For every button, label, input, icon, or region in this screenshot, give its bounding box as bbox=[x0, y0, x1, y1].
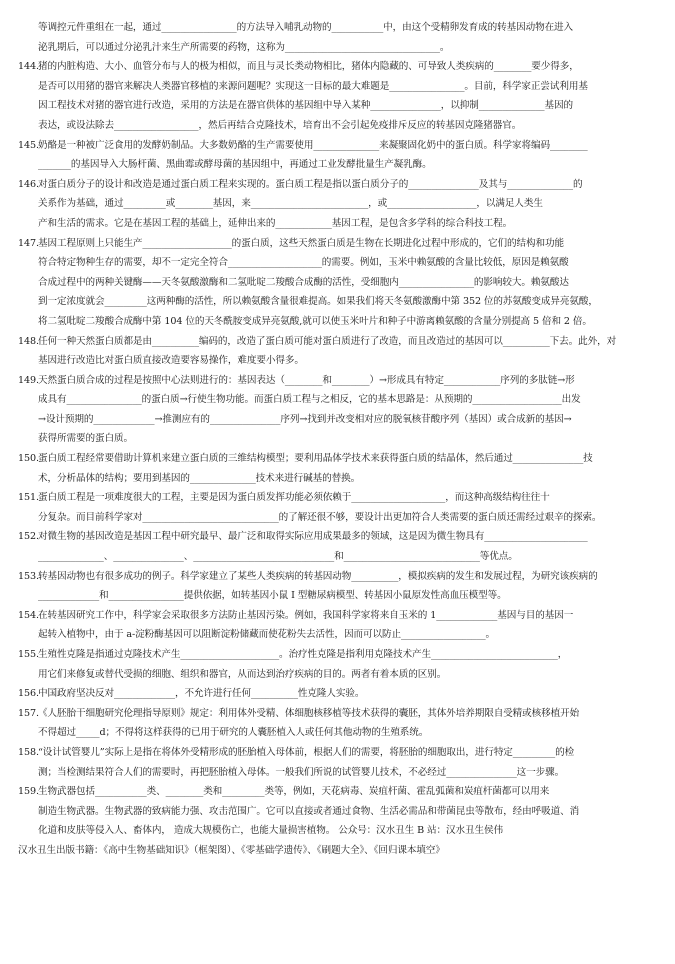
line-text: 分复杂。而目前科学家对_____________________________的了解还很不够，要设计出更加符合人类需要的蛋白质还需经过艰辛的探索。 bbox=[38, 511, 602, 523]
text-line bbox=[18, 194, 670, 214]
line-text: 不得超过_____d；不得将这样获得的已用于研究的人囊胚植入人或任何其他动物的生殖系统。 bbox=[38, 727, 429, 739]
text-line bbox=[18, 723, 670, 743]
line-text: →设计预期的_____________→推测应有的_______________序列→找到并改变相对应的脱氧核苷酸序列（基因）或合成新的基因→ bbox=[38, 413, 572, 425]
line-text: 生殖性克隆是指通过克隆技术产生_____________________。治疗性克隆是指利用克隆技术产生___________________________， bbox=[38, 649, 568, 660]
text-line bbox=[18, 782, 670, 802]
line-text: 测；当检测结果符合人们的需要时，再把胚胎植入母体。一般我们所说的试管婴儿技术，不必经过_______________这一步骤。 bbox=[38, 766, 565, 778]
text-line bbox=[18, 665, 670, 685]
line-text: 《人胚胎干细胞研究伦理指导原则》规定：利用体外受精、体细胞核移植等技术获得的囊胚，其体外培养期限自受精或核移植开始 bbox=[38, 707, 580, 719]
line-text: 任何一种天然蛋白质都是由__________编码的，改造了蛋白质可能对蛋白质进行了改造，而且改造过的基因可以__________下去。此外，对 bbox=[38, 335, 617, 347]
line-text: 产和生活的需求。它是在基因工程的基础上，延伸出来的____________基因工程，是包含多学科的综合科技工程。 bbox=[38, 217, 513, 229]
text-line bbox=[18, 488, 670, 508]
question-number: 149. bbox=[18, 374, 39, 386]
text-line bbox=[18, 253, 670, 273]
line-text: 起转入植物中，由于 a-淀粉酶基因可以阻断淀粉储藏而使花粉失去活性，因而可以防止__________________。 bbox=[38, 629, 496, 641]
line-text: 成具有________________的蛋白质→行使生物功能。而蛋白质工程与之相反，它的基本思路是：从预期的___________________出发 bbox=[38, 394, 581, 406]
text-line bbox=[18, 586, 670, 606]
line-text: 转基因动物也有很多成功的例子。科学家建立了某些人类疾病的转基因动物__________，模拟疾病的发生和发展过程，为研究该疾病的 bbox=[38, 570, 598, 582]
text-line bbox=[18, 390, 670, 410]
question-number: 157. bbox=[18, 707, 39, 719]
line-text: 中国政府坚决反对_____________，不允许进行任何__________性克隆人实验。 bbox=[38, 688, 365, 700]
question-number: 155. bbox=[18, 649, 39, 660]
text-line bbox=[18, 175, 670, 195]
text-line bbox=[18, 214, 670, 234]
text-line bbox=[18, 292, 670, 312]
line-text: 符合特定物种生存的需要，却不一定完全符合____________________的需要。例如，玉米中赖氨酸的含量比较低，原因是赖氨酸 bbox=[38, 257, 569, 269]
question-number: 148. bbox=[18, 335, 39, 347]
text-line bbox=[18, 821, 670, 841]
line-text: 蛋白质工程是一项难度很大的工程，主要是因为蛋白质发挥功能必须依赖于____________________，而这种高级结构往往十 bbox=[38, 492, 550, 504]
line-text: 化道和皮肤等侵入人、畜体内， 造成大规模伤亡，也能大量损害植物。 公众号：汉水丑生 B 站：汉水丑生侯伟 bbox=[38, 825, 503, 837]
line-text: 到一定浓度就会_________这两种酶的活性，所以赖氨酸含量很难提高。如果我们将天冬氨酸激酶中第 352 位的苏氨酸变成异亮氨酸， bbox=[38, 296, 598, 308]
question-number: 150. bbox=[18, 453, 39, 465]
text-line bbox=[18, 155, 670, 175]
text-line bbox=[18, 684, 670, 704]
footer-line bbox=[18, 841, 670, 861]
line-text: 对蛋白质分子的设计和改造是通过蛋白质工程来实现的。蛋白质工程是指以蛋白质分子的_______________及其与______________的 bbox=[38, 178, 583, 190]
text-line bbox=[18, 116, 670, 136]
text-line bbox=[18, 234, 670, 254]
text-line bbox=[18, 57, 670, 77]
question-number: 153. bbox=[18, 570, 39, 582]
line-text: ______________、_______________、______________________________和_____________________________等优点。 bbox=[38, 551, 518, 563]
text-line bbox=[18, 273, 670, 293]
text-line bbox=[18, 371, 670, 391]
question-number: 154. bbox=[18, 609, 39, 621]
text-line bbox=[18, 527, 670, 547]
text-line bbox=[18, 77, 670, 97]
text-line bbox=[18, 449, 670, 469]
line-text: _____________和________________提供依据，如转基因小鼠 I 型糖尿病模型、转基因小鼠原发性高血压模型等。 bbox=[38, 590, 507, 602]
text-line bbox=[18, 429, 670, 449]
text-line bbox=[18, 763, 670, 783]
text-line bbox=[18, 136, 670, 156]
line-text: 天然蛋白质合成的过程是按照中心法则进行的：基因表达（________和________）→形成具有特定____________序列的多肽链→形 bbox=[38, 374, 575, 386]
line-text: 因工程技术对猪的器官进行改造，采用的方法是在器官供体的基因组中导入某种_______________，以抑制______________基因的 bbox=[38, 100, 573, 112]
line-text: 等调控元件重组在一起，通过________________的方法导入哺乳动物的___________中，由这个受精卵发育成的转基因动物在进入 bbox=[38, 22, 574, 33]
line-text: 奶酪是一种被广泛食用的发酵奶制品。大多数奶酪的生产需要使用______________来凝聚固化奶中的蛋白质。科学家将编码________ bbox=[38, 139, 588, 151]
line-text: 表达，或设法除去__________________，然后再结合克隆技术，培育出不会引起免疫排斥反应的转基因克隆猪器官。 bbox=[38, 119, 522, 131]
question-number: 158. bbox=[18, 746, 39, 758]
text-line bbox=[18, 351, 670, 371]
question-number: 156. bbox=[18, 688, 39, 700]
text-line bbox=[18, 332, 670, 352]
text-line bbox=[18, 704, 670, 724]
text-line bbox=[18, 96, 670, 116]
text-line bbox=[18, 567, 670, 587]
question-number: 146. bbox=[18, 178, 39, 190]
question-number: 151. bbox=[18, 492, 39, 504]
line-text: 制造生物武器。生物武器的致病能力强、攻击范围广。它可以直接或者通过食物、生活必需品和带菌昆虫等散布，经由呼吸道、消 bbox=[38, 805, 580, 817]
line-text: 对微生物的基因改造是基因工程中研究最早、最广泛和取得实际应用成果最多的领域，这是因为微生物具有______________________ bbox=[38, 531, 588, 543]
question-number: 147. bbox=[18, 237, 39, 249]
text-line bbox=[18, 18, 670, 38]
question-number: 144. bbox=[18, 61, 39, 73]
line-text: _______的基因导入大肠杆菌、黑曲霉或酵母菌的基因组中，再通过工业发酵批量生产凝乳酶。 bbox=[38, 159, 432, 171]
line-text: 生物武器包括___________类、________类和_________类等，例如，天花病毒、炭疽杆菌、霍乱弧菌和炭疽杆菌都可以用来 bbox=[38, 786, 550, 798]
line-text: 在转基因研究工作中，科学家会采取很多方法防止基因污染。例如，我国科学家将来自玉米的 1_____________基因与目的基因一 bbox=[38, 609, 574, 621]
line-text: 蛋白质工程经常要借助计算机来建立蛋白质的三维结构模型；要利用晶体学技术来获得蛋白质的结晶体，然后通过_______________技 bbox=[38, 453, 593, 465]
line-text: 获得所需要的蛋白质。 bbox=[38, 433, 133, 445]
question-number: 152. bbox=[18, 531, 39, 543]
line-text: 合成过程中的两种关键酶——天冬氨酸激酶和二氢吡啶二羧酸合成酶的活性，受细胞内________________的影响较大。赖氨酸达 bbox=[38, 276, 569, 288]
question-number: 145. bbox=[18, 139, 39, 151]
line-text: 关系作为基础，通过_________或________基因，来_________________________，或___________________，以满足人类生 bbox=[38, 198, 543, 210]
text-line bbox=[18, 508, 670, 528]
line-text: 泌乳期后，可以通过分泌乳汁来生产所需要的药物，这称为_________________________________。 bbox=[38, 41, 450, 53]
line-text: 是否可以用猪的器官来解决人类器官移植的来源问题呢？实现这一目标的最大难题是________________。目前，科学家正尝试利用基 bbox=[38, 80, 588, 92]
text-line bbox=[18, 625, 670, 645]
line-text: 术，分析晶体的结构；要用到基因的______________技术来进行碱基的替换。 bbox=[38, 472, 361, 484]
line-text: 基因工程原则上只能生产___________________的蛋白质，这些天然蛋白质是生物在长期进化过程中形成的，它们的结构和功能 bbox=[38, 237, 564, 249]
line-text: 用它们来修复或替代受损的细胞、组织和器官，从而达到治疗疾病的目的。两者有着本质的区别。 bbox=[38, 668, 447, 680]
question-number: 159. bbox=[18, 786, 39, 798]
text-line bbox=[18, 469, 670, 489]
text-line bbox=[18, 743, 670, 763]
line-text: 猪的内脏构造、大小、血管分布与人的极为相似，而且与灵长类动物相比，猪体内隐藏的、可导致人类疾病的________要少得多， bbox=[38, 61, 579, 73]
text-line bbox=[18, 606, 670, 626]
line-text: 将二氢吡啶二羧酸合成酶中第 104 位的天冬酰胺变成异亮氨酸,就可以使玉米叶片和种子中游离赖氨酸的含量分别提高 5 倍和 2 倍。 bbox=[38, 315, 592, 327]
text-line bbox=[18, 547, 670, 567]
text-line bbox=[18, 645, 670, 665]
text-line bbox=[18, 312, 670, 332]
text-line bbox=[18, 410, 670, 430]
line-text: 基因进行改造比对蛋白质直接改造要容易操作，难度要小得多。 bbox=[38, 355, 304, 367]
line-text: “设计试管婴儿”实际上是指在将体外受精形成的胚胎植入母体前，根据人们的需要，将胚胎的细胞取出，进行特定_________的检 bbox=[38, 746, 575, 758]
text-line bbox=[18, 38, 670, 58]
document-page bbox=[18, 18, 670, 861]
footer-text: 汉水丑生出版书籍：《高中生物基础知识》（框架图）、《零基础学遗传》、《刷题大全》、《回归课本填空》 bbox=[18, 844, 445, 856]
text-line bbox=[18, 802, 670, 822]
